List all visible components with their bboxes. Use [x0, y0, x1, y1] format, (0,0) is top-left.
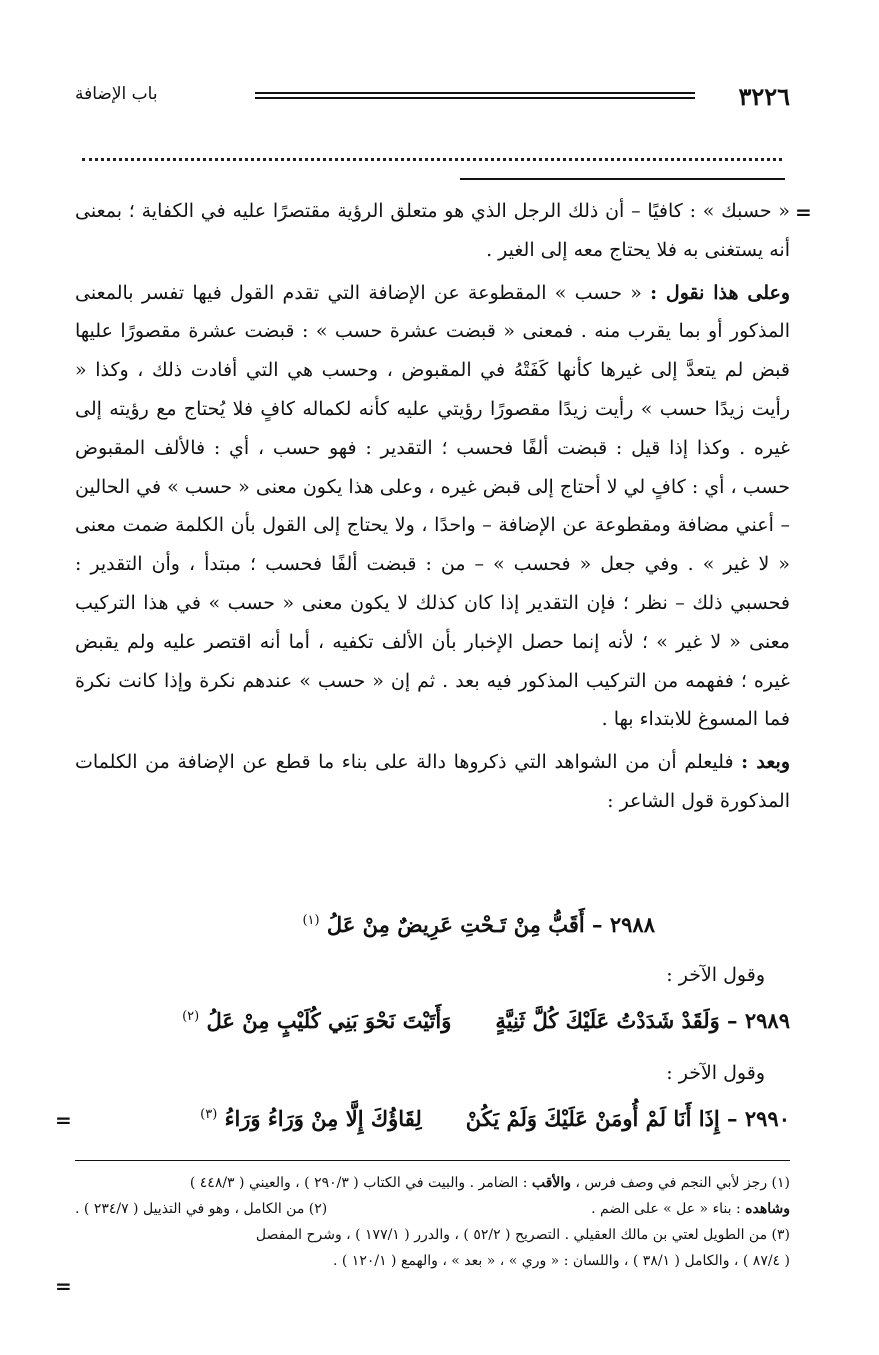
- footnotes: [75, 1170, 790, 1274]
- verse-hemistich-1: وَلَقَدْ شَدَدْتُ عَلَيْكَ كُلَّ ثَنِيَّةٍ: [495, 1008, 720, 1033]
- paragraph-3: [75, 743, 790, 821]
- verse-number: ٢٩٨٩: [744, 1008, 790, 1033]
- footnote-ref: (٢): [182, 1009, 200, 1024]
- verse-intro: وقول الآخر :: [666, 1062, 765, 1084]
- continuation-mark-top: =: [795, 200, 812, 224]
- paragraph-2-lead: وعلى هذا نقول :: [650, 281, 790, 304]
- verse-number: ٢٩٩٠: [744, 1106, 790, 1131]
- paragraph-1: « حسبك » : كافيًا – أن ذلك الرجل الذي هو متعلق الرؤية مقتصرًا عليه في الكفاية ؛ بمعنى أنه يستغنى به فلا يحتاج معه إلى الغير .: [75, 200, 790, 261]
- footnote-ref: (٣): [200, 1107, 218, 1122]
- footnote-2: (٢) من الكامل ، وهو في التذييل ( ٢٣٤/٧ ) .: [75, 1201, 328, 1217]
- verse-hemistich-1: إِذَا أَنَا لَمْ أُومَنْ عَلَيْكَ وَلَمْ يَكُنْ: [465, 1106, 720, 1131]
- verse-intro: وقول الآخر :: [666, 964, 765, 986]
- footnote-1-evidence: وشاهده : بناء « عل » على الضم .: [591, 1201, 790, 1217]
- header-double-rule: [255, 92, 695, 99]
- page-number: ٣٢٢٦: [738, 82, 790, 111]
- paragraph-2: [75, 274, 790, 740]
- main-text: [75, 192, 790, 821]
- paragraph-3-text: فليعلم أن من الشواهد التي ذكروها دالة على بناء ما قطع عن الإضافة من الكلمات المذكورة قول الشاعر :: [75, 751, 790, 812]
- paragraph-3-lead: وبعد :: [741, 751, 790, 774]
- verse-number: ٢٩٨٨: [609, 912, 655, 937]
- verse-2990: ٢٩٩٠ – إِذَا أَنَا لَمْ أُومَنْ عَلَيْكَ وَلَمْ يَكُنْلِقَاؤُكَ إِلَّا مِنْ وَرَاءُ وَرَاءُ $^{(٣)}$: [200, 1106, 790, 1131]
- footnote-separator: [75, 1160, 790, 1161]
- section-rule: [460, 178, 785, 180]
- verse-text: أَقَبُّ مِنْ تَـحْتِ عَرِيضٌ مِنْ عَلُ: [326, 912, 585, 937]
- verse-2989: ٢٩٨٩ – وَلَقَدْ شَدَدْتُ عَلَيْكَ كُلَّ ثَنِيَّةٍوَأَتَيْتَ نَحْوَ بَنِي كُلَيْبٍ مِنْ عَلُ $^{(٢)}$: [182, 1008, 790, 1033]
- footnote-1: (١) رجز لأبي النجم في وصف فرس ، والأقب : الضامر . والبيت في الكتاب ( ٢٩٠/٣ ) ، والعيني ( ٤٤٨/٣ ): [189, 1175, 790, 1191]
- paragraph-2-text: « حسب » المقطوعة عن الإضافة التي تقدم القول فيها تفسر بالمعنى المذكور أو بما يقرب منه . فمعنى « قبضت عشرة حسب » : قبضت عشرة مقصورًا عليها قبض لم يتعدَّ إلى غيرها كأنها كَفَتْهُ في المقبوض ، وحسب هي التي أفادت ذلك ، وكذا « رأيت زيدًا حسب » رأيت زيدًا مقصورًا رؤيتي عليه كأنه لكماله كافٍ فلا يُحتاج مع رؤيته إلى غيره . وكذا إذا قيل : قبضت ألفًا فحسب ؛ التقدير : فهو حسب ، أي : فالألف المقبوض حسب ، أي : كافٍ لي لا أحتاج إلى قبض غيره ، وعلى هذا يكون معنى « حسب » في الحالين – أعني مضافة ومقطوعة عن الإضافة – واحدًا ، ولا يحتاج إلى القول بأن الكلمة ضمت معنى « لا غير » . وفي جعل « فحسب » – من : قبضت ألفًا فحسب ؛ مبتدأ ، وأن التقدير : فحسبي ذلك – نظر ؛ فإن التقدير إذا كان كذلك لا يكون معنى « حسب » في هذا التركيب معنى « لا غير » ؛ لأنه إنما حصل الإخبار بأن الألف تكفيه ، أما أنه اقتصر عليه ولم يقبض غيره ؛ ففهمه من التركيب المذكور فيه بعد . ثم إن « حسب » عندهم نكرة وإذا كانت نكرة فما المسوغ للابتداء بها .: [75, 281, 791, 731]
- verse-hemistich-2: لِقَاؤُكَ إِلَّا مِنْ وَرَاءُ وَرَاءُ: [224, 1106, 422, 1131]
- continuation-mark-footnote: =: [55, 1274, 72, 1298]
- footnote-ref: (١): [302, 913, 320, 928]
- running-header: [75, 82, 790, 114]
- footnote-3: (٣) من الطويل لعتي بن مالك العقيلي . التصريح ( ٥٢/٢ ) ، والدرر ( ١٧٧/١ ) ، وشرح المفصل: [255, 1227, 790, 1243]
- verse-hemistich-2: وَأَتَيْتَ نَحْوَ بَنِي كُلَيْبٍ مِنْ عَلُ: [206, 1008, 452, 1033]
- dotted-separator: [82, 158, 782, 161]
- verse-2988: ٢٩٨٨ – أَقَبُّ مِنْ تَـحْتِ عَرِيضٌ مِنْ عَلُ $^{(١)}$: [302, 912, 655, 937]
- chapter-title: باب الإضافة: [75, 84, 158, 104]
- continuation-mark-verse: =: [55, 1108, 72, 1132]
- footnote-3-continued: ( ٨٧/٤ ) ، والكامل ( ٣٨/١ ) ، واللسان : « وري » ، « بعد » ، والهمع ( ١٢٠/١ ) .: [332, 1253, 790, 1269]
- footnote-row-2: [75, 1196, 790, 1222]
